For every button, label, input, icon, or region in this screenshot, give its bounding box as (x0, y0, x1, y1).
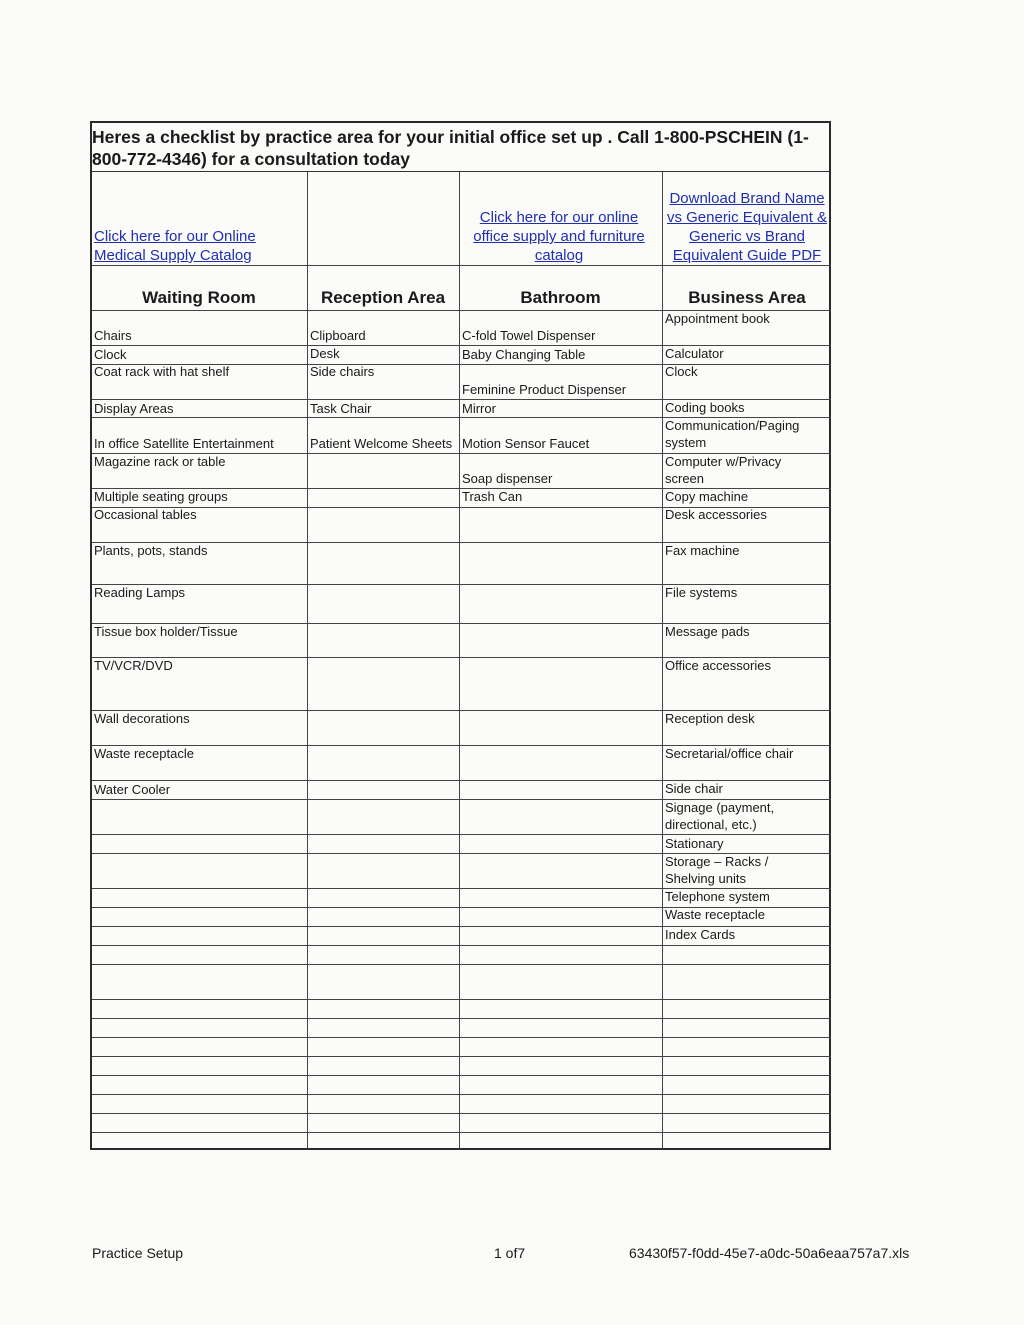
col-header-waiting-room: Waiting Room (142, 288, 256, 307)
col-header-bathroom: Bathroom (520, 288, 601, 307)
waiting-room-item: Water Cooler (94, 782, 171, 797)
column-divider (459, 172, 460, 1149)
waiting-room-item: Coat rack with hat shelf (94, 364, 230, 379)
row-divider (92, 834, 831, 835)
business-area-item: Index Cards (665, 927, 736, 942)
column-divider (662, 172, 663, 1149)
waiting-room-item: Clock (94, 347, 127, 362)
business-area-item: Telephone system (665, 889, 770, 904)
page-title: Heres a checklist by practice area for your initial office set up . Call 1-800-PSCHEIN (1-800-772-4346) for a consultation today (92, 127, 809, 169)
row-divider (92, 945, 831, 946)
business-area-item: Side chair (665, 781, 723, 796)
business-area-item: Reception desk (665, 711, 755, 726)
row-divider (92, 1113, 831, 1114)
business-area-item: Secretarial/office chair (665, 746, 794, 761)
business-area-item: Communication/Paging system (665, 418, 800, 450)
business-area-item: Storage – Racks / Shelving units (665, 854, 769, 886)
footer-page-number: 1 of7 (494, 1245, 526, 1261)
bathroom-item: Soap dispenser (462, 471, 553, 486)
row-divider (92, 1094, 831, 1095)
col-header-reception-area: Reception Area (320, 288, 446, 307)
footer-file-name: 63430f57-f0dd-45e7-a0dc-50a6eaa757a7.xls (629, 1245, 910, 1261)
title-divider (92, 171, 831, 172)
bathroom-item: Trash Can (462, 489, 523, 504)
reception-area-item: Side chairs (310, 364, 375, 379)
waiting-room-item: TV/VCR/DVD (94, 658, 173, 673)
waiting-room-item: Occasional tables (94, 507, 197, 522)
bathroom-item: Motion Sensor Faucet (462, 436, 590, 451)
row-divider (92, 265, 831, 266)
waiting-room-item: Reading Lamps (94, 585, 186, 600)
waiting-room-item: Multiple seating groups (94, 489, 228, 504)
office-catalog-link[interactable]: Click here for our online office supply and furniture catalog (473, 209, 645, 264)
row-divider (92, 1132, 831, 1133)
waiting-room-item: Plants, pots, stands (94, 543, 208, 558)
business-area-item: Appointment book (665, 311, 770, 326)
bathroom-item: Mirror (462, 401, 496, 416)
column-divider (307, 172, 308, 1149)
business-area-item: Fax machine (665, 543, 740, 558)
row-divider (92, 1018, 831, 1019)
bathroom-item: Feminine Product Dispenser (462, 382, 627, 397)
waiting-room-item: In office Satellite Entertainment (94, 436, 274, 451)
business-area-item: Stationary (665, 836, 724, 851)
row-divider (92, 964, 831, 965)
business-area-item: Coding books (665, 400, 745, 415)
business-area-item: Signage (payment, directional, etc.) (665, 800, 775, 832)
business-area-item: Copy machine (665, 489, 749, 504)
medical-catalog-link[interactable]: Click here for our Online Medical Supply Catalog (94, 228, 256, 264)
business-area-item: Computer w/Privacy screen (665, 454, 782, 486)
waiting-room-item: Wall decorations (94, 711, 190, 726)
bathroom-item: C-fold Towel Dispenser (462, 328, 596, 343)
business-area-item: Office accessories (665, 658, 771, 673)
business-area-item: Message pads (665, 624, 750, 639)
reception-area-item: Desk (310, 346, 340, 361)
row-divider (92, 1056, 831, 1057)
col-header-business-area: Business Area (688, 288, 806, 307)
waiting-room-item: Magazine rack or table (94, 454, 226, 469)
reception-area-item: Task Chair (310, 401, 372, 416)
business-area-item: Desk accessories (665, 507, 767, 522)
brand-guide-pdf-link[interactable]: Download Brand Name vs Generic Equivalent & Generic vs Brand Equivalent Guide PDF (666, 190, 828, 264)
waiting-room-item: Tissue box holder/Tissue (94, 624, 238, 639)
footer-sheet-name: Practice Setup (92, 1245, 184, 1261)
waiting-room-item: Chairs (94, 328, 132, 343)
row-divider (92, 999, 831, 1000)
waiting-room-item: Display Areas (94, 401, 174, 416)
waiting-room-item: Waste receptacle (94, 746, 194, 761)
reception-area-item: Clipboard (310, 328, 366, 343)
business-area-item: Clock (665, 364, 698, 379)
row-divider (92, 1037, 831, 1038)
row-divider (92, 1075, 831, 1076)
business-area-item: Calculator (665, 346, 724, 361)
reception-area-item: Patient Welcome Sheets (310, 436, 453, 451)
business-area-item: File systems (665, 585, 738, 600)
business-area-item: Waste receptacle (665, 907, 765, 922)
bathroom-item: Baby Changing Table (462, 347, 586, 362)
